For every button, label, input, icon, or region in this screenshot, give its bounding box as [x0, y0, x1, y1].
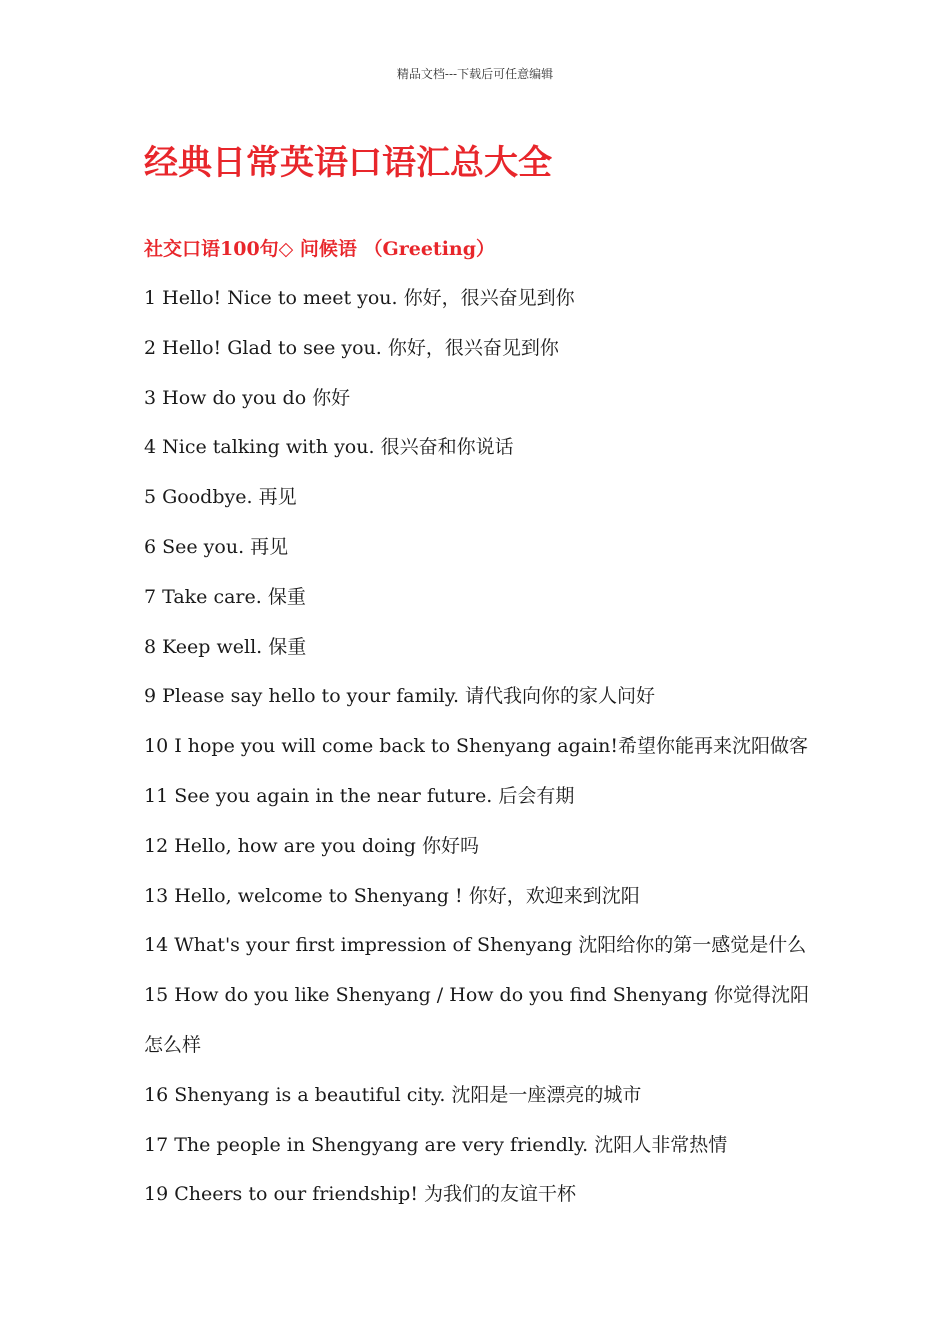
phrase-line: 2 Hello! Glad to see you. 你好，很兴奋见到你 — [144, 336, 559, 359]
phrase-line: 13 Hello, welcome to Shenyang ! 你好，欢迎来到沈阳 — [144, 884, 640, 907]
phrase-line: 11 See you again in the near future. 后会有期 — [144, 784, 575, 807]
phrase-line-continuation: 怎么样 — [144, 1033, 202, 1056]
phrase-line: 10 I hope you will come back to Shenyang again!希望你能再来沈阳做客 — [144, 735, 809, 758]
phrase-line: 6 See you. 再见 — [144, 535, 289, 558]
document-title: 经典日常英语口语汇总大全 — [144, 143, 552, 183]
section-heading: 社交口语100句◇ 问候语 （Greeting） — [144, 238, 496, 260]
phrase-line: 15 How do you like Shenyang / How do you find Shenyang 你觉得沈阳 — [144, 984, 809, 1007]
phrase-line: 4 Nice talking with you. 很兴奋和你说话 — [144, 436, 514, 459]
phrase-line: 1 Hello! Nice to meet you. 你好，很兴奋见到你 — [144, 287, 575, 309]
phrase-line: 5 Goodbye. 再见 — [144, 486, 297, 509]
phrase-line: 8 Keep well. 保重 — [144, 635, 307, 658]
phrase-list — [144, 285, 814, 1231]
phrase-line: 19 Cheers to our friendship! 为我们的友谊干杯 — [144, 1183, 576, 1206]
phrase-line: 12 Hello, how are you doing 你好吗 — [144, 834, 479, 857]
phrase-line: 3 How do you do 你好 — [144, 386, 351, 409]
page-header: 精品文档---下载后可任意编辑 — [396, 67, 554, 81]
phrase-line: 9 Please say hello to your family. 请代我向你的家人问好 — [144, 685, 656, 708]
phrase-line: 16 Shenyang is a beautiful city. 沈阳是一座漂亮的城市 — [144, 1083, 642, 1106]
phrase-line: 14 What's your first impression of Shenyang 沈阳给你的第一感觉是什么 — [144, 934, 807, 957]
phrase-line: 17 The people in Shengyang are very friendly. 沈阳人非常热情 — [144, 1133, 728, 1156]
phrase-line: 7 Take care. 保重 — [144, 585, 306, 608]
